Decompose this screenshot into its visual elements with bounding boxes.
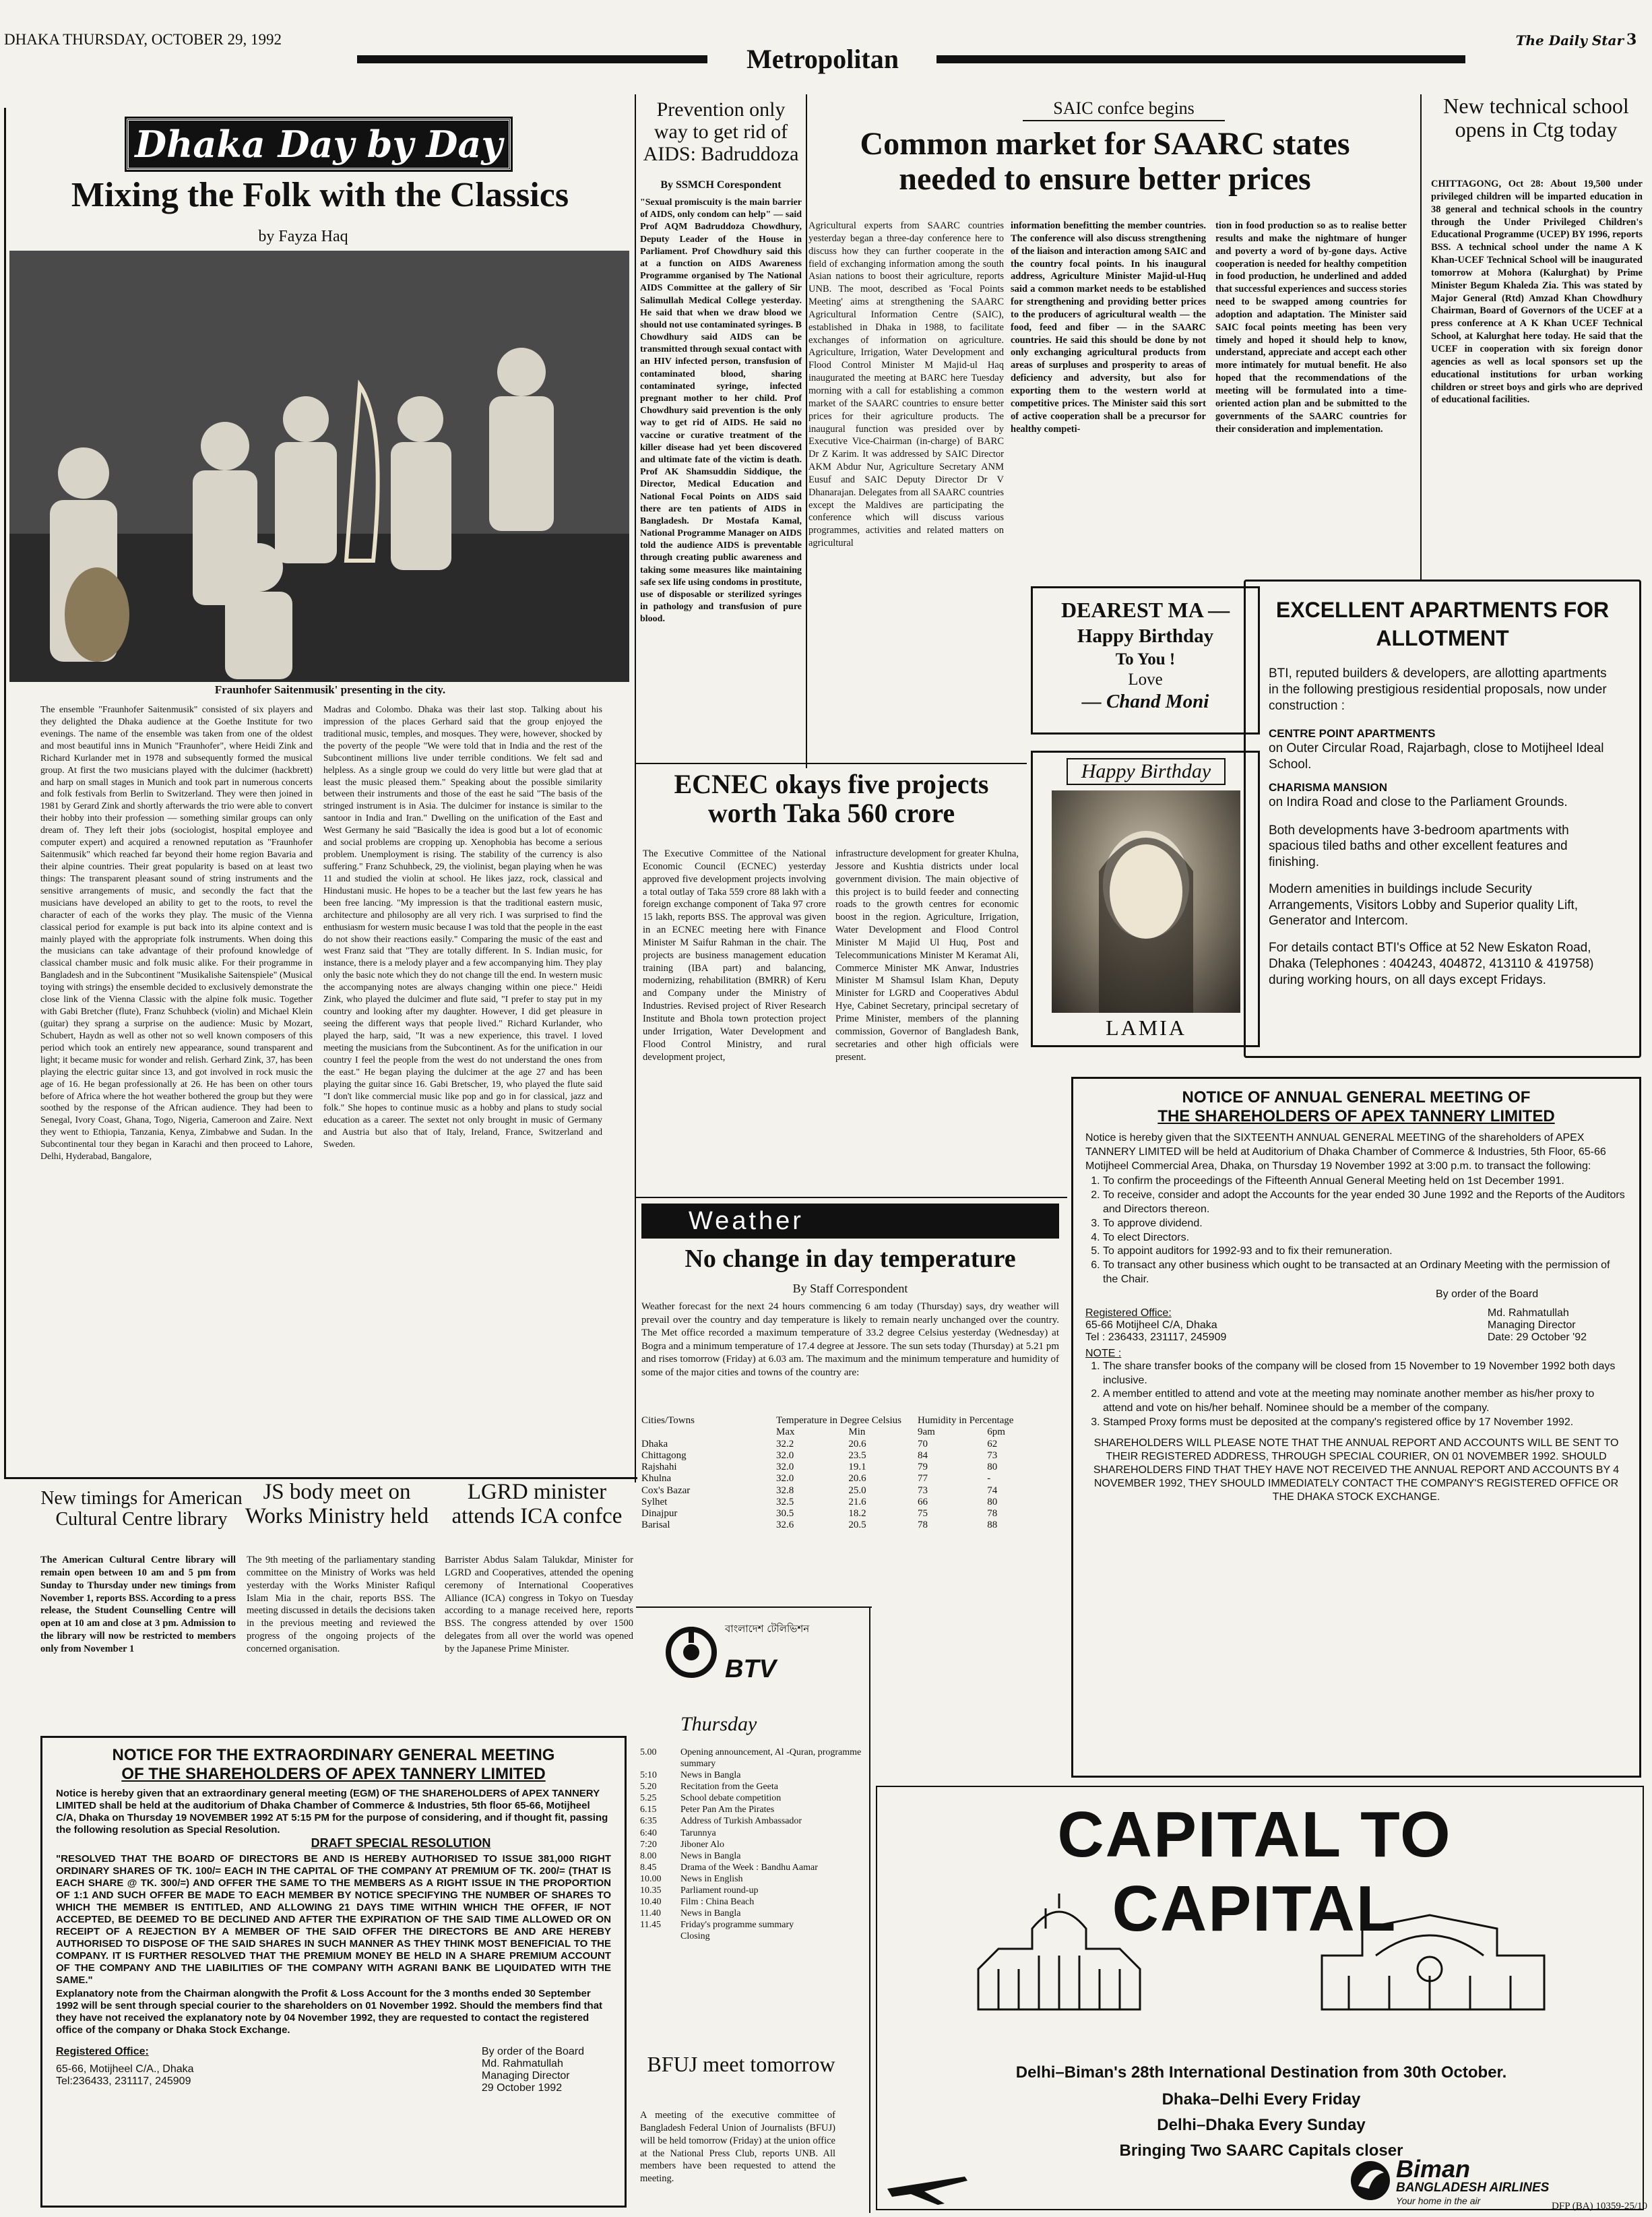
weather-banner-text: Weather [689, 1207, 804, 1235]
weather-humidity-9am: 66 [917, 1496, 928, 1507]
btv-schedule-item [640, 1931, 862, 1942]
btv-programme: Closing [680, 1931, 710, 1942]
weather-city: Dinajpur [641, 1508, 678, 1519]
american-centre-headline: New timings for American Cultural Centre library [40, 1488, 243, 1530]
saarc-column-3: tion in food production so as to realise better results and make the nightmare of hunger and poverty a word of by-gone days. Active cooperation is needed for healthy competition in food production, he underlined and added that successful experiences and success stories need to be swapped among countries for adoption and adaptation. The Minister said SAIC focal points meeting has been very timely and hoped it should help to know, understand, appreciate and accept each other more intimately for mutual benefit. He also hoped that the recommendations of the meeting will be formulated into a time-oriented action plan and be submitted to the governments of the SAARC countries for their consideration and implementation. [1215, 220, 1407, 435]
egm-office-address: 65-66, Motijheel C/A., Dhaka [56, 2063, 194, 2075]
weather-city: Barisal [641, 1520, 670, 1531]
birthday-lamia-banner: Happy Birthday [1067, 758, 1226, 785]
photo-caption: Fraunhofer Saitenmusik' presenting in the city. [214, 683, 446, 696]
weather-city: Dhaka [641, 1438, 668, 1449]
apartments-p2-name: CHARISMA MANSION [1269, 780, 1387, 794]
weather-humidity-6pm: 80 [987, 1496, 998, 1507]
american-centre-body: The American Cultural Centre library will remain open between 10 am and 5 pm from Sunday to Thursday under new timings from November 1, reports BSS. According to a press release, the Student Counselling Centre will open at 10 am and close at 3 pm. Admission to the library will now be restricted to members only from November 1 [40, 1555, 236, 1654]
biman-airline: BANGLADESH AIRLINES [1396, 2181, 1550, 2195]
weather-row [641, 1462, 1059, 1473]
btv-bangla: বাংলাদেশ টেলিভিশন [725, 1623, 810, 1635]
weather-sub-max: Max [776, 1427, 795, 1438]
dhaka-day-box-left [4, 108, 6, 1478]
weather-humidity-6pm: 80 [987, 1462, 998, 1472]
section-title: Metropolitan [746, 44, 899, 74]
btv-time [640, 1931, 680, 1942]
btv-time: 8.45 [640, 1862, 657, 1873]
btv-schedule-item [640, 1850, 862, 1862]
btv-time: 11.40 [640, 1908, 661, 1919]
plane-icon [884, 2162, 972, 2209]
weather-rows [641, 1439, 1059, 1532]
btv-time: 8.00 [640, 1850, 657, 1861]
agm-item: 3. To approve dividend. [1103, 1217, 1627, 1231]
weather-min: 19.1 [848, 1462, 866, 1472]
btv-schedule-item [640, 1781, 862, 1792]
btv-schedule-item [640, 1908, 862, 1919]
egm-office-tel: Tel:236433, 231117, 245909 [56, 2075, 191, 2087]
weather-humidity-6pm: - [987, 1473, 991, 1485]
weather-max: 32.8 [776, 1485, 794, 1496]
weather-max: 32.2 [776, 1438, 794, 1449]
btv-programme: Parliament round-up [680, 1885, 759, 1896]
page-number: 3 [1626, 31, 1637, 49]
column-rule [636, 1197, 1067, 1198]
egm-intro: Notice is hereby given that an extraordinary general meeting (EGM) OF THE SHAREHOLDERS of APEX TANNERY LIMITED shall be held at the auditorium of Dhaka Chamber of Commerce & Industries, 5th floor 65-66, Motijheel C/A, Dhaka on Thursday 19 NOVEMBER 1992 AT 5:15 PM for the purpose of considering, and if thought fit, passing the following resolution as Special Resolution. [56, 1788, 608, 1836]
agm-title-1: NOTICE OF ANNUAL GENERAL MEETING OF [1182, 1088, 1531, 1106]
btv-schedule-item [640, 1873, 862, 1885]
dhaka-day-column-1: The ensemble "Fraunhofer Saitenmusik" consisted of six players and they delighted the Dhaka audience at the Goethe Institute for two evenings. The name of the ensemble was taken from one of the oldest and most beautiful inns in Munich "Fraunhofer", where Heidi Zink and Richard Kurlander met in 1978 and subsequently formed the musical group. At first the two musicians played with the dulcimer (hackbrett) and harp on small stages in Munich and took part in numerous concerts and folk festivals from Berlin to Switzerland. They were then joined in 1981 by Gerard Zink and shortly afterwards the trio were able to convert their hobby into their profession — something similar groups can only dream of. They left their jobs (sociologist, hospital employee and computer expert) and acquired a renowned reputation as "Fraunhofer Saitenmusik" which reached far beyond their home region Bavaria and their alpine countries. Their great popularity is based on at least two things: The transparent pleasant sound of string instruments and the sensitive arrangements of music, and secondly the fact that the musicians have developed an ability to get to the roots, to revel the character of each of the works they play. The music of the Vienna classical period for example is put back into its alpine context and is mainly played with the appropriate folk instruments. When doing this the musicians can take advantage of their profound knowledge of classical chamber music and folk music alike. For their programme in Bangladesh and in the Subcontinent "Musikalishe Saitenspiele" (Musical toying with strings) the ensemble decided to exclusively demonstrate the close link of the Vienna Classic with the alpine folk music. Together with Gabi Bretcher (flute), Franz Schuhbeck (violin) and Michael Klein (guitar) they sprang a surprise on the audience: Music by Mozart, Schubert, Haydn as well as other not so well known composers of this period which took an entirely new appearance, sound transparent and light; it became music for wonder and relish. Gerhard Zink, 37, has been playing the electric guitar since 13, and got involved in rock music the age of 16. He began professionally at 26. He has been on other tours before of Africa where the hot weather bothered the group but they were soothed by the response of the African audience. They had been to Senegal, Ivory Coast, Ghana, Togo, Nigeria, Cameroon and Zaire. Next they went to Ethiopia, Tanzania, Kenya, Zimbabwe and Sudan. In the Subcontinental tour they began in Karachi and then proceed to Lahore, Delhi, Hyderabad, Bangalore, [40, 704, 313, 1162]
weather-humidity-9am: 78 [917, 1520, 928, 1531]
agm-item: 4. To elect Directors. [1103, 1231, 1627, 1245]
btv-schedule-item [640, 1919, 862, 1931]
ecnec-column-1: The Executive Committee of the National Economic Council (ECNEC) yesterday approved five development projects involving a total outlay of Taka 559 crore 88 lakh with a foreign exchange component of Taka 97 crore 15 lakh, reports BSS. The approval was given in an ECNEC meeting here with Finance Minister M Saifur Rahman in the chair. The projects are business management education training (IBA part) and balancing, modernizing, rehabilitation (BMRR) of Keru and Company under the Ministry of Industries. Revised project of River Research Institute and Bhola town protection project under Irrigation, Water Development and Flood Control Ministry, and rural development project, [643, 848, 826, 1063]
birthday-ma-line3: Love [1128, 670, 1163, 689]
weather-humidity-6pm: 88 [987, 1520, 998, 1531]
btv-time: 6:40 [640, 1828, 657, 1838]
tech-school-body: CHITTAGONG, Oct 28: About 19,500 under privileged children will be imparted education in 38 general and technical schools in the country through the Under Privileged Children's Educational Programme (UCEP) BY 1996, reports BSS. A technical school under the name A K Khan-UCEF Technical School will be inaugurated tomorrow at Mohora (Kalurghat) by Prime Minister Begum Khaleda Zia. This was stated by Major General (Rtd) Amzad Khan Chowdhury Chairman, Board of Governors of the UCEF at a press conference at A K Khan UCEF Technical School, at Kalurghat here today. He said that the UCEF in cooperation with six foreign donor agencies as well as local sponsors set up the educational institutions for urban working children or street boys and girls who are deprived of educational facilities. [1431, 179, 1643, 406]
weather-row [641, 1520, 1059, 1531]
weather-min: 21.6 [848, 1496, 866, 1507]
parliament-buildings-illustration [958, 1888, 1564, 2016]
btv-name: BTV [725, 1655, 776, 1683]
btv-logo [664, 1620, 819, 1694]
lgrd-body: Barrister Abdus Salam Talukdar, Minister for LGRD and Cooperatives, attended the opening ceremony of International Cooperatives Alliance (ICA) congress in Tokyo on Tuesday according to a manage received here, reports BSS. The congress attended by over 1500 delegates from all over the world was opened by the Japanese Prime Minister. [445, 1555, 633, 1654]
biman-line-2: Dhaka–Delhi Every Friday [1162, 2090, 1361, 2109]
weather-city: Rajshahi [641, 1462, 677, 1472]
egm-office-label: Registered Office: [56, 2046, 149, 2057]
lamia-portrait [1052, 790, 1240, 1013]
btv-programme: Drama of the Week : Bandhu Aamar [680, 1862, 818, 1873]
btv-time: 5.25 [640, 1793, 657, 1804]
weather-col-city: Cities/Towns [641, 1415, 695, 1426]
weather-humidity-6pm: 78 [987, 1508, 998, 1519]
biman-headline: CAPITAL TO CAPITAL [1057, 1799, 1452, 1945]
birthday-lamia-name: LAMIA [1106, 1016, 1186, 1040]
column-rule [806, 94, 807, 768]
column-rule [636, 763, 1027, 764]
apartments-contact: For details contact BTI's Office at 52 New Eskaton Road, Dhaka (Telephones : 404243, 404872, 413110 & 419758) during working hours, on all days except Fridays. [1269, 941, 1594, 987]
weather-min: 23.5 [848, 1449, 866, 1461]
weather-table [641, 1415, 1059, 1597]
biman-line-4: Bringing Two SAARC Capitals closer [1119, 2142, 1403, 2160]
weather-row [641, 1450, 1059, 1462]
agm-note: 3. Stamped Proxy forms must be deposited at the company's registered office by 17 November 1992. [1103, 1416, 1627, 1430]
btv-schedule-item [640, 1839, 862, 1850]
agm-by-order: By order of the Board [1436, 1288, 1539, 1300]
weather-humidity-6pm: 73 [987, 1449, 998, 1461]
lgrd-headline: LGRD minister attends ICA confce [451, 1480, 623, 1529]
column-rule [1420, 94, 1422, 580]
egm-notice [40, 1736, 627, 2208]
agm-item: 1. To confirm the proceedings of the Fifteenth Annual General Meeting held on 1st December 1991. [1103, 1175, 1627, 1189]
weather-min: 18.2 [848, 1508, 866, 1519]
column-rule [869, 1606, 870, 2213]
btv-schedule-item [640, 1747, 862, 1770]
egm-by-order: By order of the Board [481, 2046, 584, 2057]
saarc-column-1: Agricultural experts from SAARC countries yesterday began a three-day conference here to discuss how they can further cooperate in the field of exchanging information among the south Asian nations to boost their agriculture, reports UNB. The moot, described as 'Focal Points Meeting' aims at strengthening the SAARC Agricultural Information Centre (SAIC), established in Dhaka in 1988, to facilitate exchanges of information on agriculture. Agriculture, Irrigation, Water Development and Flood Control Minister M Majid-ul Haq inaugurated the meeting at BARC here Tuesday morning with a call for establishing a common market of the SAARC countries to ensure better prices for their agriculture products. The inaugural function was presided over by Executive Vice-Chairman (in-charge) of BARC Dr Z Karim. It was addressed by SAIC Director AKM Abdur Nur, Agriculture Secretary ANM Eusuf and SAIC Deputy Director Dr V Dhanarajan. Delegates from all SAARC countries except the Maldives are participating the conference which will discuss various programmes, activities and related matters on agricultural [808, 220, 1004, 549]
agm-office-address: 65-66 Motijheel C/A, Dhaka [1085, 1319, 1217, 1331]
bfuj-body: A meeting of the executive committee of Bangladesh Federal Union of Journalists (BFUJ) will be held tomorrow (Friday) at the union office at the National Press Club, reports UNB. All members have been requested to attend the meeting. [640, 2110, 835, 2185]
weather-max: 32.5 [776, 1496, 794, 1507]
apartments-features: Both developments have 3-bedroom apartments with spacious tiled baths and other excellent features and finishing. [1269, 823, 1569, 870]
apartments-amenities: Modern amenities in buildings include Security Arrangements, Visitors Lobby and Superior quality Lift, Generator and Intercom. [1269, 881, 1579, 929]
aids-headline: Prevention only way to get rid of AIDS: Badruddoza [643, 98, 799, 165]
birthday-ma-ad [1031, 586, 1260, 735]
btv-programme: Film : China Beach [680, 1897, 755, 1908]
btv-schedule-item [640, 1896, 862, 1908]
btv-time: 10.40 [640, 1897, 662, 1908]
weather-city: Sylhet [641, 1496, 668, 1507]
btv-schedule-item [640, 1804, 862, 1815]
btv-schedule-item [640, 1792, 862, 1804]
agm-intro: Notice is hereby given that the SIXTEENTH ANNUAL GENERAL MEETING of the shareholders of APEX TANNERY LIMITED will be held at Auditorium of Dhaka Chamber of Commerce & Industries, 5th Floor, 65-66 Motijheel Commercial Area, Dhaka, on Thursday 19 November 1992 at 3:00 p.m. to transact the following: [1085, 1132, 1606, 1172]
btv-time: 5:10 [640, 1770, 657, 1781]
btv-day: Thursday [680, 1713, 757, 1735]
biman-ref: DFP (BA) 10359-25/10 [1552, 2201, 1647, 2212]
btv-time: 11.45 [640, 1920, 661, 1931]
weather-min: 20.6 [848, 1438, 866, 1449]
weather-max: 32.0 [776, 1473, 794, 1485]
agm-notice [1071, 1077, 1641, 1778]
weather-city: Chittagong [641, 1449, 687, 1461]
btv-time: 6.15 [640, 1805, 657, 1815]
btv-schedule-item [640, 1815, 862, 1827]
weather-max: 32.6 [776, 1520, 794, 1531]
egm-title-2: OF THE SHAREHOLDERS OF APEX TANNERY LIMITED [121, 1765, 546, 1783]
agm-note-label: NOTE : [1085, 1347, 1122, 1359]
btv-logo-icon [664, 1625, 718, 1679]
biman-ad [876, 1786, 1644, 2210]
column-rule [636, 1606, 872, 1608]
weather-headline: No change in day temperature [685, 1245, 1016, 1273]
weather-humidity-9am: 77 [917, 1473, 928, 1485]
btv-schedule-item [640, 1885, 862, 1896]
weather-col-humidity: Humidity in Percentage [917, 1415, 1014, 1426]
weather-max: 30.5 [776, 1508, 794, 1519]
biman-crane-logo-icon [1349, 2159, 1392, 2202]
tech-school-headline: New technical school opens in Ctg today [1443, 94, 1629, 142]
dhaka-day-byline: by Fayza Haq [258, 228, 348, 245]
js-body-body: The 9th meeting of the parliamentary standing committee on the Ministry of Works was held yesterday with the Works Minister Rafiqul Islam Mia in the chair, reports BSS. The meeting discussed in details the decisions taken in the previous meeting and reviewed the progress of the ongoing projects of the concerned organisation. [247, 1555, 435, 1654]
dhaka-day-box-bottom [4, 1477, 637, 1479]
btv-time: 5.20 [640, 1782, 657, 1792]
agm-office-label: Registered Office: [1085, 1307, 1172, 1319]
weather-row [641, 1439, 1059, 1450]
agm-items [1085, 1175, 1627, 1286]
agm-title-2: THE SHAREHOLDERS OF APEX TANNERY LIMITED [1157, 1107, 1555, 1125]
agm-footer: SHAREHOLDERS WILL PLEASE NOTE THAT THE ANNUAL REPORT AND ACCOUNTS WILL BE SENT TO THEIR REGISTERED ADDRESS, THROUGH SPECIAL COURIER, ON 01 NOVEMBER 1992. SHOULD SHAREHOLDERS FIND THAT THEY HAVE NOT RECEIVED THE ANNUAL REPORT AND ACCOUNTS BY 4 NOVEMBER 1992, THEY SHOULD IMMEDIATELY CONTACT THE COMPANY'S REGISTERED OFFICE OR THE DHAKA STOCK EXCHANGE. [1093, 1437, 1620, 1503]
biman-line-3: Delhi–Dhaka Every Sunday [1157, 2116, 1366, 2134]
weather-humidity-9am: 79 [917, 1462, 928, 1472]
btv-time: 10.00 [640, 1873, 662, 1884]
egm-draft-title: DRAFT SPECIAL RESOLUTION [311, 1836, 491, 1850]
masthead-rule-right [936, 55, 1465, 63]
weather-banner [641, 1204, 1059, 1239]
biman-tagline: Your home in the air [1396, 2195, 1481, 2206]
agm-signatory-title: Managing Director [1487, 1319, 1576, 1331]
egm-signatory: Md. Rahmatullah [481, 2058, 563, 2069]
btv-programme: Jiboner Alo [680, 1839, 724, 1850]
agm-item: 2. To receive, consider and adopt the Accounts for the year ended 30 June 1992 and the Reports of the Auditors and Directors thereon. [1103, 1189, 1627, 1217]
agm-item: 6. To transact any other business which ought to be transacted at an Ordinary Meeting with the permission of the Chair. [1103, 1259, 1627, 1287]
agm-notes [1085, 1360, 1627, 1430]
agm-item: 5. To appoint auditors for 1992-93 and to fix their remuneration. [1103, 1245, 1627, 1259]
btv-schedule [640, 1747, 862, 2043]
weather-humidity-9am: 84 [917, 1449, 928, 1461]
weather-city: Cox's Bazar [641, 1485, 691, 1496]
btv-time: 10.35 [640, 1885, 662, 1896]
weather-row [641, 1485, 1059, 1497]
weather-humidity-6pm: 74 [987, 1485, 998, 1496]
btv-programme: Recitation from the Geeta [680, 1782, 778, 1792]
biman-logo: Biman [1396, 2155, 1471, 2183]
masthead-rule-left [357, 55, 707, 63]
apartments-ad [1244, 580, 1641, 1058]
weather-humidity-9am: 70 [917, 1438, 928, 1449]
btv-programme: News in Bangla [680, 1908, 741, 1919]
weather-body: Weather forecast for the next 24 hours commencing 6 am today (Thursday) says, dry weather will prevail over the country and day temperature is likely to remain nearly unchanged over the country. The Met office recorded a maximum temperature of 33.2 degree Celsius yesterday (Wednesday) at Bogra and a minimum temperature of 17.4 degree at Jessore. The sun sets today (Thursday) at 5.21 pm and rises tomorrow (Friday) at 6.03 am. The maximum and the minimum temperature and humidity of some of the major cities and towns of the country are: [641, 1301, 1059, 1378]
egm-date: 29 October 1992 [481, 2082, 563, 2094]
weather-row [641, 1497, 1059, 1508]
birthday-lamia-ad [1031, 751, 1260, 1047]
apartments-p2-text: on Indira Road and close to the Parliament Grounds. [1269, 794, 1568, 809]
paper-name: The Daily Star [1515, 32, 1624, 49]
weather-row [641, 1508, 1059, 1520]
birthday-lamia-photo [1052, 790, 1240, 1013]
birthday-ma-line4: — Chand Moni [1081, 691, 1209, 712]
saarc-column-2: information benefitting the member countries. The conference will also discuss strengthening of the liaison and interaction among SAIC and the country focal points. In his inaugural address, Agriculture Minister Majid-ul-Huq said a common market needs to be established for strengthening and providing better prices to the producers of agricultural wealth — the food, feed and fiber — in the SAARC countries. He said this should be done by not only exchanging agricultural products from areas of surpluses and prosperity to areas of deficiency and adversity, but also for exporting them to the western world at competitive prices. The Minister said this sort of active cooperation shall be a precursor for healthy competi- [1011, 220, 1206, 435]
btv-time: 6:35 [640, 1816, 657, 1827]
biman-line-1: Delhi–Biman's 28th International Destination from 30th October. [1015, 2063, 1507, 2082]
weather-max: 32.0 [776, 1449, 794, 1461]
btv-schedule-item [640, 1828, 862, 1839]
egm-title-1: NOTICE FOR THE EXTRAORDINARY GENERAL MEETING [112, 1746, 555, 1764]
agm-signatory: Md. Rahmatullah [1487, 1307, 1569, 1319]
egm-signatory-title: Managing Director [481, 2070, 570, 2082]
weather-col-temp: Temperature in Degree Celsius [776, 1415, 901, 1426]
btv-schedule-item [640, 1770, 862, 1781]
dateline: DHAKA THURSDAY, OCTOBER 29, 1992 [4, 31, 282, 48]
weather-byline: By Staff Correspondent [792, 1282, 908, 1295]
btv-programme: Friday's programme summary [680, 1920, 794, 1931]
agm-signatory-date: Date: 29 October '92 [1487, 1331, 1587, 1343]
egm-explanatory: Explanatory note from the Chairman alongwith the Profit & Loss Account for the 3 months ended 30 September 1992 will be sent through special courier to the shareholders on 01 November 1992. Should the members find that they have not received the explanatory note by 04 November 1992, they are requested to contact the registered office of the company or Dhaka Stock Exchange. [56, 1988, 603, 2036]
ecnec-column-2: infrastructure development for greater Khulna, Jessore and Kushtia districts under local government division. The main objective of this project is to build feeder and connecting roads to the growth centres for economic boost in the region. Agriculture, Irrigation, Water Development and Flood Control Minister M Majid Ul Huq, Post and Telecommunications Minister M Keramat Ali, Commerce Minister MK Anwar, Industries Minister M Shamsul Islam Khan, Deputy Minister for LGRD and Cooperatives Abdul Hye, Cabinet Secretary, principal secretary of Prime Minister, members of the planning commission, Governor of Bangladesh Bank, secretaries and other high officials were present. [835, 848, 1019, 1063]
btv-programme: Address of Turkish Ambassador [680, 1816, 802, 1827]
btv-programme: News in Bangla [680, 1850, 741, 1861]
weather-min: 25.0 [848, 1485, 866, 1496]
weather-sub-min: Min [848, 1427, 866, 1438]
btv-programme: Opening announcement, Al -Quran, programme summary [680, 1747, 862, 1770]
ensemble-photo [9, 251, 629, 682]
apartments-p1-name: CENTRE POINT APARTMENTS [1269, 727, 1436, 741]
column-rule [635, 94, 636, 1482]
ensemble-figures [9, 251, 629, 682]
apartments-intro: BTI, reputed builders & developers, are allotting apartments in the following prestigious residential proposals, now under construction : [1269, 666, 1607, 713]
btv-schedule-item [640, 1862, 862, 1873]
ecnec-headline: ECNEC okays five projects worth Taka 560 crore [674, 769, 989, 829]
weather-sub-6pm: 6pm [987, 1427, 1005, 1438]
btv-programme: News in Bangla [680, 1770, 741, 1781]
apartments-p1-text: on Outer Circular Road, Rajarbagh, close to Motijheel Ideal School. [1269, 741, 1604, 772]
dhaka-day-column-2: Madras and Colombo. Dhaka was their last stop. Talking about his impression of the places Gerhard said that the group enjoyed the traditional music, temples, and mosques. They were, however, shocked by the poverty of the people "We were told that in India and the rest of the Subcontinent millions live under terrible conditions. We felt sad and helpless. As a single group we could do very little but were glad that at least the music pleased them." Speaking about the possible similarity between their instruments and those of the east he said "The basis of the stringed instrument is in Asia. The dulcimer for instance is similar to the santoor in India and Iran." Dwelling on the unification of the East and West Germany he said "Basically the idea is good but a lot of economic and social problems are cropping up. Xenophobia has become a serious problem. Unemployment is rising. The stability of the currency is also suffering." Franz Schuhbeck, 29, the violinist, began playing when he was 11 and studied the violin at school. He likes jazz, rock, classical and Hindustani music. He hopes to be a teacher but the last few years he has been free lancing. "My impression is that the traditional eastern music, architecture and philosophy are all very rich. I was surprised to find the enthusiasm for western music because I was told that the people in the east do not show their reactions easily." Comparing the music of the east and west Franz said that "They are totally different. In S. Indian music, for instance, there is a melody player and a few accompanying him. They play only the basic note which they do not change till the end. In western music the accompanying notes are always changing within one piece." Heidi Zink, who played the dulcimer and flute said, "I prefer to stay put in my country and looking after my daughter. However, I did get pleasure in seeing the different ways that people lived." Richard Kurlander, who played the harp, said, "It was a new experience, this travel. I loved meeting the musicians from the Subcontinent. As for the unification in our country I feel the people from the west do not understand the ones from the east." He began playing the dulcimer at the age 27 and has been playing the guitar since 16. Gabi Bretscher, 19, who played the flute said "I don't like commercial music like pop and go in for classical, jazz and folk." She hopes to continue music as a hobby and plans to study social education as a career. The sextet not only brought in music of Germany and Austria but also that of Italy, Ireland, France, Switzerland and Sweden. [323, 704, 602, 1150]
aids-body: "Sexual promiscuity is the main barrier of AIDS, only condom can help" — said Prof AQM Badruddoza Chowdhury, Deputy Leader of the House in Parliament. Prof Chowdhury said this at a function on AIDS Awareness Programme organised by The National AIDS Committee at the gallery of Sir Salimullah Medical College yesterday. He said that when we draw blood we should not use contaminated syringes. B Chowdhury said AIDS can be transmitted through sexual contact with an HIV infected person, transfusion of contaminated blood, sharing contaminated syringe, infected pregnant mother to her child. Prof Chowdhury said prevention is the only way to get rid of AIDS. He said no vaccine or curative treatment of the killer disease had yet been discovered and ultimate fate of the victim is death. Prof AK Shamsuddin Siddique, the Director, Medical Education and National Focal Points on AIDS said there are ten patients of AIDS in Bangladesh. Dr Mostafa Kamal, National Programme Manager on AIDS told the audience AIDS is preventable through creating public awareness and taking some measures like maintaining safe sex life using condoms in prostitute, use of disposable or sterilized syringes in pathology and transfusion of pure blood. [640, 197, 802, 625]
agm-note: 2. A member entitled to attend and vote at the meeting may nominate another member as his/her proxy to attend and vote on his/her behalf. Nominee should be a member of the company. [1103, 1387, 1627, 1416]
weather-humidity-9am: 75 [917, 1508, 928, 1519]
saarc-headline: Common market for SAARC states needed to ensure better prices [860, 126, 1350, 197]
btv-programme: News in English [680, 1873, 743, 1884]
saarc-kicker: SAIC confce begins [1023, 98, 1225, 121]
birthday-ma-line2: To You ! [1115, 650, 1176, 668]
egm-resolution: "RESOLVED THAT THE BOARD OF DIRECTORS BE AND IS HEREBY AUTHORISED TO ISSUE 381,000 RIGHT ORDINARY SHARES OF TK. 100/= EACH IN THE CAPITAL OF THE COMPANY AT PREMIUM OF TK. 200/= (THAT IS EACH SHARE @ TK. 300/=) AND OFFER THE SAME TO THE MEMBERS AS A RIGHT ISSUE IN THE PROPORTION OF 1:1 AND SUCH OFFER BE MADE TO EACH MEMBER BY NOTICE SPECIFYING THE NUMBER OF SHARES TO WHICH THE MEMBER IS ENTITLED, AND ALLOWING 21 DAYS TIME WITHIN WHICH THE OFFER, IF NOT ACCEPTED, BE DEEMED TO BE DECLINED AND AFTER THE EXPIRATION OF THE SAID TIME ALLOWED OR ON RECEIPT OF A REJECTION BY A MEMBER OF THE SAID OFFER THE DIRECTORS BE AND ARE HEREBY AUTHORISED TO DISPOSE OF THE SAID SHARES IN SUCH MANNER AS THEY THINK MOST BENEFICIAL TO THE COMPANY. IT IS FURTHER RESOLVED THAT THE PREMIUM MONEY BE HELD IN A SHARE PREMIUM ACCOUNT OF THE COMPANY AND THE LIABILITIES OF THE COMPANY WITH AGRANI BANK BE LIQUIDATED WITH THE SAME." [56, 1853, 611, 1986]
aids-byline: By SSMCH Corespondent [660, 179, 782, 191]
weather-row [641, 1473, 1059, 1485]
dhaka-day-banner [127, 119, 511, 170]
birthday-ma-line1: Happy Birthday [1077, 625, 1214, 647]
weather-min: 20.5 [848, 1520, 866, 1531]
weather-city: Khulna [641, 1473, 672, 1485]
js-body-headline: JS body meet on Works Ministry held [245, 1480, 429, 1529]
btv-programme: Peter Pan Am the Pirates [680, 1805, 775, 1815]
btv-programme: Tarunnya [680, 1828, 716, 1838]
btv-time: 7:20 [640, 1839, 657, 1850]
btv-programme: School debate competition [680, 1793, 782, 1804]
agm-office-tel: Tel : 236433, 231117, 245909 [1085, 1331, 1227, 1343]
weather-humidity-9am: 73 [917, 1485, 928, 1496]
bfuj-headline: BFUJ meet tomorrow [647, 2052, 835, 2076]
dhaka-day-headline: Mixing the Folk with the Classics [71, 176, 569, 214]
dhaka-day-banner-text: Dhaka Day by Day [135, 123, 503, 166]
weather-min: 20.6 [848, 1473, 866, 1485]
agm-note: 1. The share transfer books of the company will be closed from 15 November to 19 November 1992 both days inclusive. [1103, 1360, 1627, 1388]
birthday-ma-title: DEAREST MA — [1060, 598, 1230, 622]
btv-time: 5.00 [640, 1747, 657, 1757]
weather-sub-9am: 9am [917, 1427, 935, 1438]
weather-max: 32.0 [776, 1462, 794, 1472]
apartments-title: EXCELLENT APARTMENTS FOR ALLOTMENT [1275, 598, 1610, 650]
weather-humidity-6pm: 62 [987, 1438, 998, 1449]
